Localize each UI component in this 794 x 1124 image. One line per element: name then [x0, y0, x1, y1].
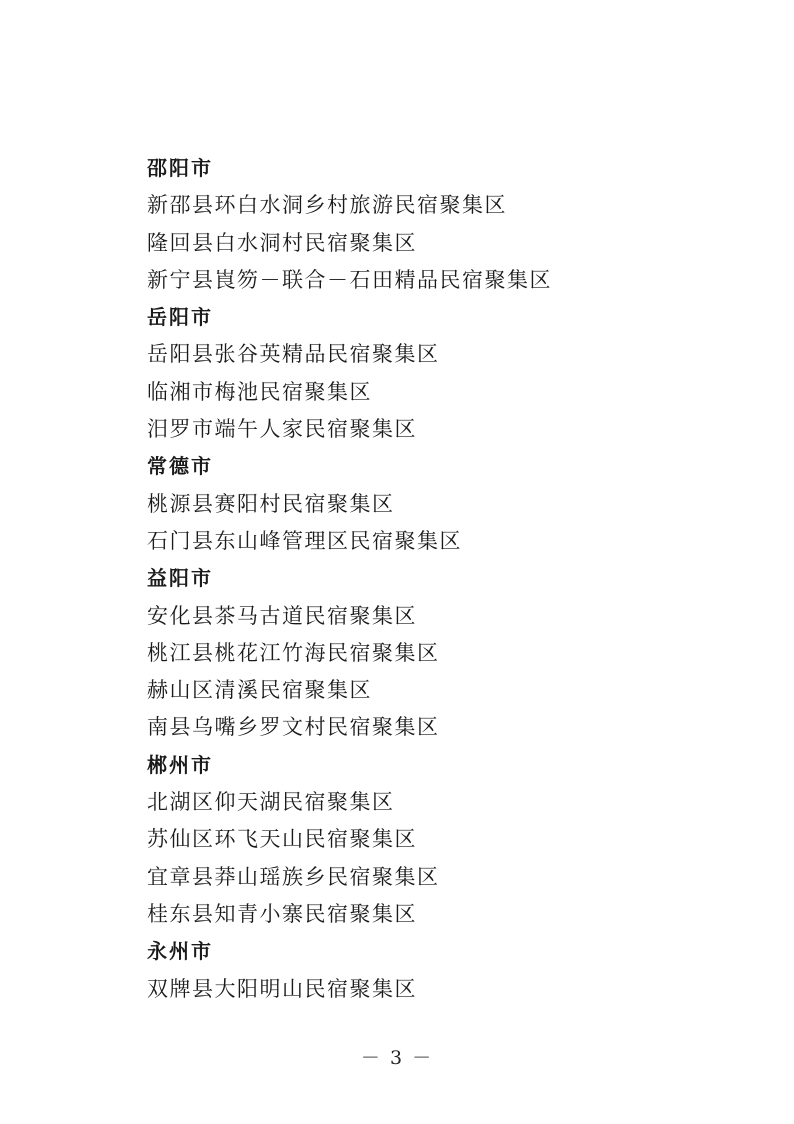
list-item: 岳阳县张谷英精品民宿聚集区	[147, 342, 440, 367]
document-body	[147, 150, 707, 1008]
list-item: 石门县东山峰管理区民宿聚集区	[147, 528, 462, 553]
city-heading: 岳阳市	[147, 305, 213, 330]
city-heading: 邵阳市	[147, 156, 213, 180]
list-item: 新邵县环白水洞乡村旅游民宿聚集区	[147, 193, 507, 218]
list-item: 新宁县崀笏－联合－石田精品民宿聚集区	[147, 267, 552, 292]
list-item: 隆回县白水洞村民宿聚集区	[147, 230, 417, 255]
list-item: 南县乌嘴乡罗文村民宿聚集区	[147, 715, 440, 740]
list-item: 桃江县桃花江竹海民宿聚集区	[147, 640, 440, 665]
list-item: 桃源县赛阳村民宿聚集区	[147, 491, 395, 516]
city-heading: 益阳市	[147, 566, 213, 591]
city-heading: 郴州市	[147, 752, 213, 777]
list-item: 苏仙区环飞天山民宿聚集区	[147, 827, 417, 852]
list-item: 安化县茶马古道民宿聚集区	[147, 603, 417, 628]
list-item: 桂东县知青小寨民宿聚集区	[147, 901, 417, 926]
city-heading: 永州市	[147, 939, 213, 964]
list-item: 双牌县大阳明山民宿聚集区	[147, 976, 417, 1001]
list-item: 北湖区仰天湖民宿聚集区	[147, 790, 395, 815]
page-number: － 3 －	[360, 1047, 434, 1069]
city-heading: 常德市	[147, 454, 213, 479]
list-item: 汨罗市端午人家民宿聚集区	[147, 417, 417, 442]
list-item: 临湘市梅池民宿聚集区	[147, 379, 372, 404]
list-item: 赫山区清溪民宿聚集区	[147, 678, 372, 703]
list-item: 宜章县莽山瑶族乡民宿聚集区	[147, 864, 440, 889]
